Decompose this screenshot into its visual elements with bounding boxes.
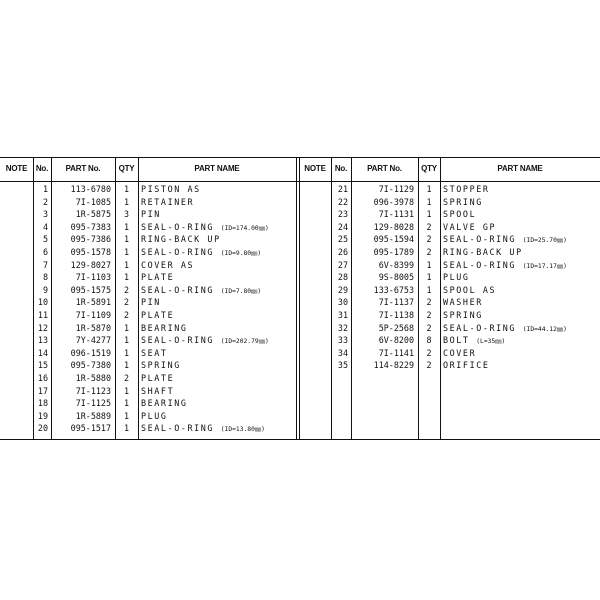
part-number: 095-1578	[70, 247, 111, 257]
table-row	[0, 410, 600, 422]
item-number: 7	[42, 259, 48, 270]
part-name-text: SEAL-O-RING	[141, 221, 215, 232]
quantity: 2	[426, 234, 432, 245]
table-row	[0, 246, 600, 258]
header-note: NOTE	[5, 164, 28, 173]
part-dimension: (ID=17.17㎜)	[522, 262, 567, 270]
part-number: 7I-1125	[75, 398, 111, 409]
part-name	[443, 246, 523, 258]
part-dimension: (ID=202.79㎜)	[220, 338, 269, 346]
table-row	[0, 372, 600, 384]
part-number: 1R-5889	[75, 410, 111, 421]
table-row	[0, 385, 600, 397]
part-number: 129-8027	[70, 259, 111, 270]
item-number: 34	[337, 347, 348, 358]
table-row	[0, 334, 600, 346]
header-note: NOTE	[304, 164, 326, 173]
part-name	[443, 271, 470, 283]
quantity: 2	[426, 297, 432, 308]
part-number: 7I-1103	[75, 272, 111, 283]
part-dimension: (ID=7.80㎜)	[220, 287, 262, 295]
quantity: 2	[426, 310, 432, 320]
part-number: 095-7380	[70, 360, 111, 371]
item-number: 6	[42, 247, 48, 257]
table-row	[0, 208, 600, 220]
part-name-text: SPRING	[443, 196, 483, 207]
quantity: 1	[123, 322, 130, 333]
part-name-text: SPRING	[141, 360, 181, 371]
part-number: 7I-1085	[75, 196, 111, 207]
quantity: 1	[123, 259, 130, 270]
header-no: No.	[35, 164, 49, 173]
part-number: 7I-1137	[378, 297, 414, 308]
part-name-text: COVER AS	[141, 259, 195, 270]
part-dimension: (ID=9.80㎜)	[220, 250, 262, 257]
part-name-text: PLUG	[141, 410, 168, 421]
part-name-text: SPRING	[443, 310, 483, 320]
table-bottom-rule	[0, 439, 600, 440]
table-row	[0, 347, 600, 359]
part-name-text: PISTON AS	[141, 184, 201, 194]
part-number: 096-3978	[373, 196, 414, 207]
part-number: 7I-1141	[378, 347, 414, 358]
quantity: 1	[426, 284, 432, 295]
part-name-text: PLATE	[141, 310, 175, 320]
part-number: 096-1519	[70, 347, 111, 358]
quantity: 2	[426, 360, 432, 371]
part-number: 1R-5875	[75, 209, 111, 220]
quantity: 2	[426, 347, 432, 358]
table-row	[0, 359, 600, 371]
part-name-text: ORIFICE	[443, 360, 490, 371]
part-number: 1R-5880	[75, 373, 111, 383]
item-number: 30	[337, 297, 348, 308]
part-name-text: PLATE	[141, 373, 175, 383]
item-number: 3	[42, 209, 48, 220]
part-name	[443, 183, 490, 195]
quantity: 1	[123, 221, 130, 232]
table-row	[0, 322, 600, 334]
part-number: 7Y-4277	[75, 335, 111, 346]
part-name-text: SEAL-O-RING	[141, 335, 215, 346]
item-number: 4	[42, 221, 48, 232]
part-dimension: (ID=13.80㎜)	[220, 426, 265, 434]
part-name	[141, 385, 174, 397]
table-row	[0, 196, 600, 208]
part-name-text: SEAT	[141, 347, 168, 358]
parts-list-table	[0, 157, 600, 453]
part-number: 133-6753	[373, 284, 414, 295]
part-dimension: (L=35㎜)	[476, 338, 506, 346]
quantity: 1	[123, 335, 130, 346]
part-number: 095-7383	[70, 221, 111, 232]
header-no: No.	[334, 164, 348, 173]
part-number: 5P-2568	[378, 322, 414, 333]
item-number: 15	[37, 360, 48, 371]
part-dimension: (ID=174.00㎜)	[220, 224, 269, 232]
item-number: 5	[42, 234, 48, 245]
quantity: 1	[426, 272, 432, 283]
item-number: 13	[37, 335, 48, 346]
part-number: 1R-5891	[75, 297, 111, 308]
quantity: 2	[123, 284, 130, 295]
part-name	[443, 208, 476, 220]
item-number: 35	[337, 360, 348, 371]
part-name	[443, 347, 476, 359]
part-name-text: PIN	[141, 209, 161, 220]
item-number: 24	[337, 221, 348, 232]
part-number: 095-1517	[70, 423, 111, 434]
quantity: 2	[426, 221, 432, 232]
item-number: 10	[37, 297, 48, 308]
part-name	[141, 372, 174, 384]
part-name	[443, 196, 483, 208]
header-part-no: PART No.	[65, 164, 101, 173]
part-number: 7I-1138	[378, 310, 414, 320]
item-number: 8	[42, 272, 48, 283]
quantity: 1	[123, 272, 130, 283]
quantity: 1	[123, 385, 130, 396]
quantity: 1	[123, 234, 130, 245]
item-number: 28	[337, 272, 348, 283]
part-name-text: BEARING	[141, 398, 188, 409]
part-name-text: RING-BACK UP	[141, 234, 221, 245]
quantity: 1	[426, 196, 432, 207]
part-name	[443, 221, 496, 233]
part-name-text: SEAL-O-RING	[443, 322, 517, 333]
table-row	[0, 259, 600, 271]
part-number: 095-1575	[70, 284, 111, 295]
part-name-text: RETAINER	[141, 196, 195, 207]
part-number: 6V-8200	[378, 335, 414, 346]
table-row	[0, 233, 600, 245]
part-number: 7I-1131	[378, 209, 414, 220]
part-number: 6V-8399	[378, 259, 414, 270]
item-number: 1	[42, 184, 48, 194]
table-row	[0, 183, 600, 195]
part-name-text: RING-BACK UP	[443, 247, 523, 257]
item-number: 33	[337, 335, 348, 346]
part-name	[443, 359, 490, 371]
part-number: 1R-5870	[75, 322, 111, 333]
part-name	[141, 410, 168, 422]
table-row	[0, 309, 600, 321]
quantity: 1	[426, 259, 432, 270]
part-number: 095-1789	[373, 247, 414, 257]
item-number: 32	[337, 322, 348, 333]
quantity: 2	[123, 373, 130, 383]
item-number: 14	[37, 347, 48, 358]
table-row	[0, 284, 600, 296]
table-row	[0, 271, 600, 283]
part-name	[141, 397, 188, 409]
item-number: 11	[37, 310, 48, 320]
item-number: 27	[337, 259, 348, 270]
item-number: 26	[337, 247, 348, 257]
item-number: 31	[337, 310, 348, 320]
item-number: 18	[37, 398, 48, 409]
part-number: 9S-8005	[378, 272, 414, 283]
quantity: 1	[123, 410, 130, 421]
table-row	[0, 221, 600, 233]
header-bottom-rule	[0, 181, 600, 182]
quantity: 1	[123, 247, 130, 257]
quantity: 3	[123, 209, 130, 220]
quantity: 2	[123, 297, 130, 308]
header-qty: QTY	[421, 164, 437, 173]
part-number: 095-7386	[70, 234, 111, 245]
item-number: 21	[337, 184, 348, 194]
part-name-text: SHAFT	[141, 385, 175, 396]
item-number: 2	[42, 196, 48, 207]
table-row	[0, 422, 600, 434]
quantity: 1	[426, 209, 432, 220]
quantity: 2	[123, 310, 130, 320]
part-name-text: PLUG	[443, 272, 470, 283]
part-number: 7I-1123	[75, 385, 111, 396]
part-dimension: (ID=25.70㎜)	[522, 237, 567, 245]
item-number: 17	[37, 385, 48, 396]
header-part-no: PART No.	[367, 164, 402, 173]
table-row	[0, 296, 600, 308]
part-name-text: WASHER	[443, 297, 483, 308]
part-name-text: PLATE	[141, 272, 175, 283]
part-name-text: SEAL-O-RING	[443, 234, 517, 245]
item-number: 19	[37, 410, 48, 421]
part-name	[141, 422, 265, 436]
item-number: 23	[337, 209, 348, 220]
item-number: 22	[337, 196, 348, 207]
part-number: 129-8028	[373, 221, 414, 232]
quantity: 1	[123, 196, 130, 207]
header-part-name: PART NAME	[497, 164, 543, 173]
part-name-text: SPOOL	[443, 209, 477, 220]
part-dimension: (ID=44.12㎜)	[522, 325, 567, 333]
part-name-text: PIN	[141, 297, 161, 308]
part-name-text: SEAL-O-RING	[141, 247, 215, 257]
part-name	[443, 284, 496, 296]
part-name-text: BOLT	[443, 335, 470, 346]
part-name	[443, 309, 483, 321]
item-number: 29	[337, 284, 348, 295]
item-number: 25	[337, 234, 348, 245]
item-number: 12	[37, 322, 48, 333]
part-name-text: STOPPER	[443, 184, 490, 194]
quantity: 1	[123, 184, 130, 194]
part-name-text: COVER	[443, 347, 477, 358]
part-name-text: VALVE GP	[443, 221, 497, 232]
quantity: 1	[426, 184, 432, 194]
item-number: 16	[37, 373, 48, 383]
part-name-text: SEAL-O-RING	[443, 259, 517, 270]
part-number: 114-8229	[373, 360, 414, 371]
part-name-text: SEAL-O-RING	[141, 423, 215, 434]
part-name-text: SEAL-O-RING	[141, 284, 215, 295]
item-number: 9	[42, 284, 48, 295]
part-name-text: SPOOL AS	[443, 284, 497, 295]
item-number: 20	[37, 423, 48, 434]
header-qty: QTY	[118, 164, 135, 173]
quantity: 2	[426, 322, 432, 333]
part-name	[443, 296, 483, 308]
part-number: 113-6780	[70, 184, 111, 194]
part-name-text: BEARING	[141, 322, 188, 333]
part-number: 7I-1109	[75, 310, 111, 320]
part-number: 7I-1129	[378, 184, 414, 194]
quantity: 1	[123, 423, 130, 434]
quantity: 2	[426, 247, 432, 257]
quantity: 8	[426, 335, 432, 346]
header-part-name: PART NAME	[194, 164, 240, 173]
table-row	[0, 397, 600, 409]
quantity: 1	[123, 398, 130, 409]
quantity: 1	[123, 360, 130, 371]
quantity: 1	[123, 347, 130, 358]
part-number: 095-1594	[373, 234, 414, 245]
